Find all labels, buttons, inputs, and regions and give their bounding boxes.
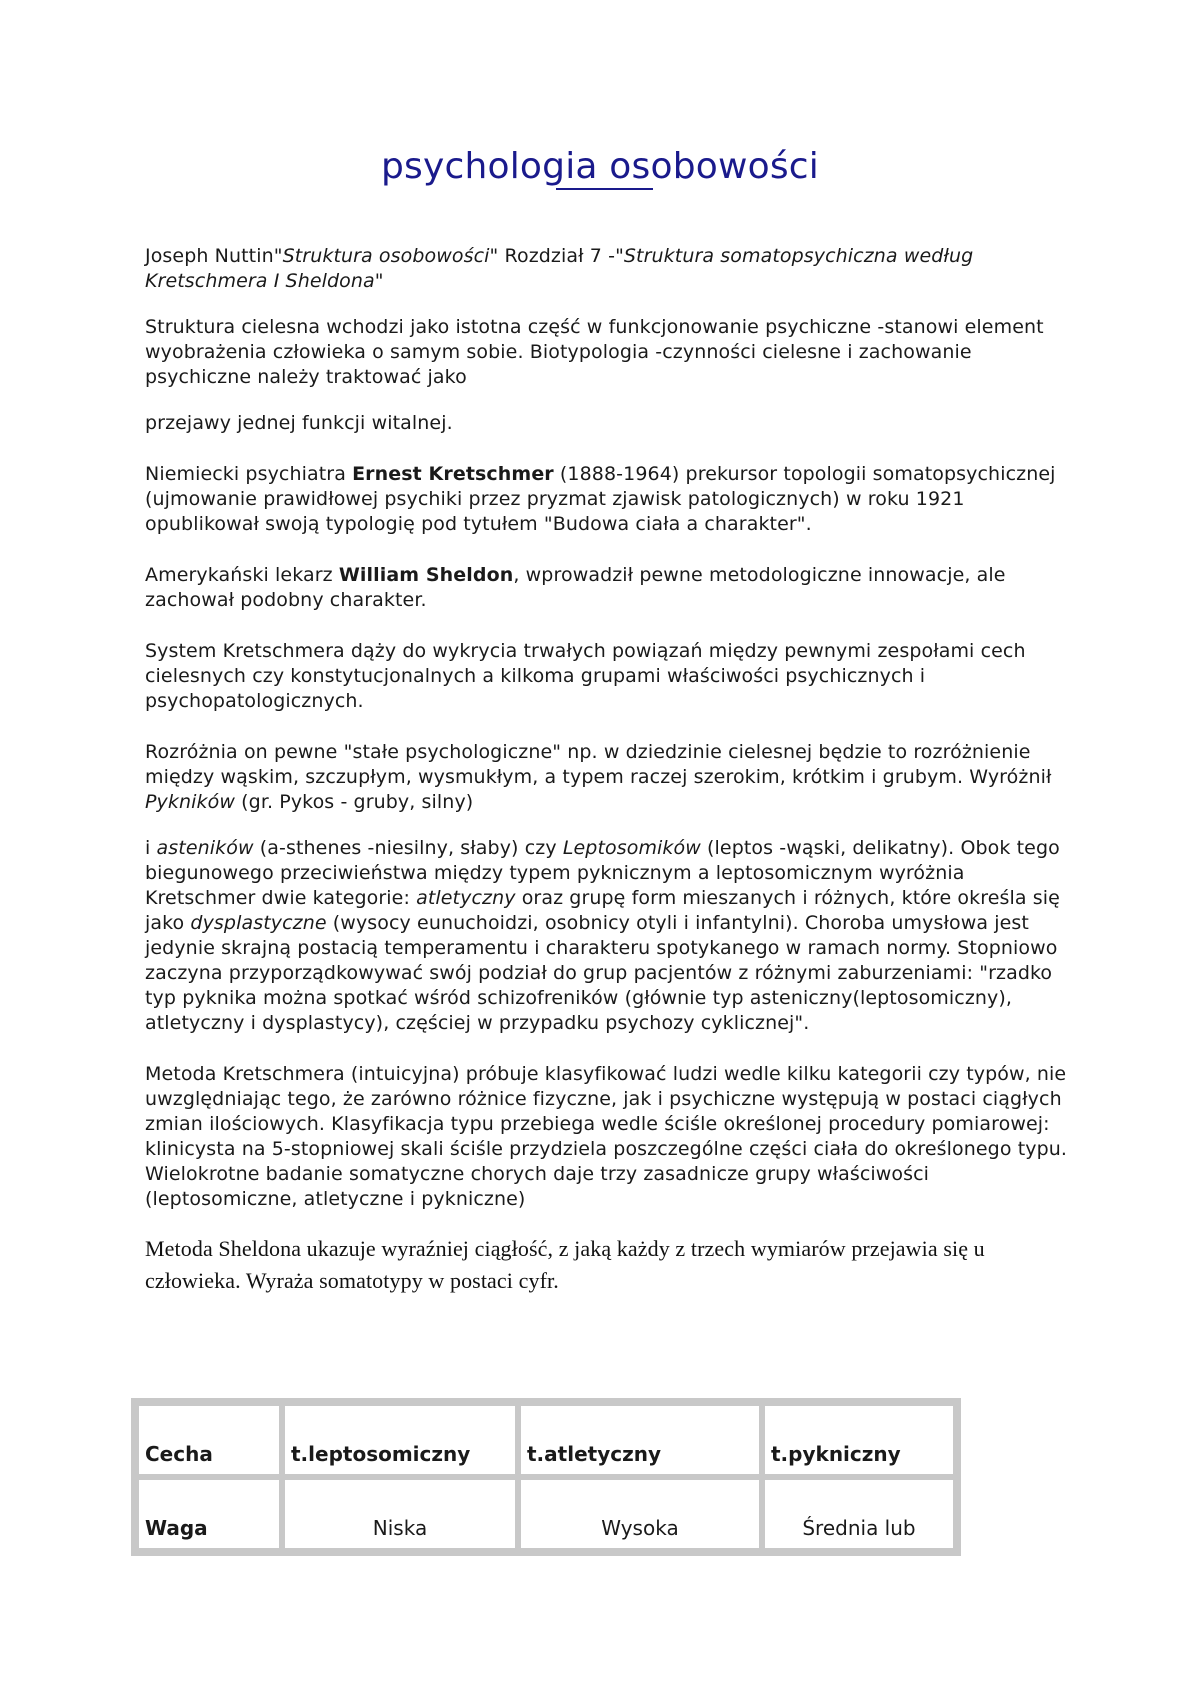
work-title: "Struktura osobowości" [273,245,499,267]
text-segment: i [145,837,157,859]
text-segment: (wysocy eunuchoidzi, osobnicy otyli i infantylni). Choroba umysłowa jest jedynie skrajną postacią temperamentu i charakteru spotykanego w ramach normy. Stopniowo zaczyna przyporządkowywać swój podział do grup pacjentów z różnymi zaburzeniami: "rzadko typ pyknika można spotkać wśród schizofreników (głównie typ asteniczny(leptosomiczny), atletyczny i dysplastycy), częściej w przypadku psychozy cyklicznej". [145,912,1058,1034]
name-kretschmer: Ernest Kretschmer [352,463,554,485]
table-cell: Wysoka [518,1477,762,1551]
paragraph-kretschmer-method: Metoda Kretschmera (intuicyjna) próbuje klasyfikować ludzi wedle kilku kategorii czy typów, nie uwzględniając tego, że zarówno różnice fizyczne, jak i psychiczne występują w postaci ciągłych zmian ilościowych. Klasyfikacja typu przebiega wedle ściśle określonej procedury pomiarowej: klinicysta na 5-stopniowej skali ściśle przydziela poszczególne części ciała do określonego typu. Wielokrotne badanie somatyczne chorych daje trzy zasadnicze grupy właściwości (leptosomiczne, atletyczne i pykniczne) [145,1063,1068,1210]
document-body [145,244,1075,1323]
text-segment: (leptos -wąski, delikatny). Obok tego biegunowego przeciwieństwa między typem pyknicznym a leptosomicznym wyróżnia Kretschmer dwie kategorie: [145,837,1060,909]
term-astenicy: asteników [156,837,254,859]
text-segment: oraz grupę form mieszanych i różnych, które określa się jako [145,887,1060,934]
table-cell: Niska [282,1477,518,1551]
paragraph-sheldon [145,563,1075,613]
paragraph-body-structure: Struktura cielesna wchodzi jako istotna część w funkcjonowanie psychiczne -stanowi element wyobrażenia człowieka o samym sobie. Biotypologia -czynności cielesne i zachowanie psychiczne należy traktować jako [145,316,1044,388]
table-row-label: Waga [136,1477,282,1551]
text-segment: Amerykański lekarz [145,564,339,586]
text-segment: (gr. Pykos - gruby, silny) [235,791,474,813]
name-sheldon: William Sheldon [338,564,514,586]
title-underline [556,188,653,190]
citation-paragraph [145,244,1075,294]
paragraph-kretschmer-system: System Kretschmera dąży do wykrycia trwałych powiązań między pewnymi zespołami cech cielesnych czy konstytucjonalnych a kilkoma grupami właściwości psychicznych i psychopatologicznych. [145,640,1026,712]
table-header-cell: Cecha [136,1403,282,1477]
term-pyknicy: Pykników [145,791,235,813]
table-header-cell: t.leptosomiczny [282,1403,518,1477]
term-atletyczny: atletyczny [416,887,516,909]
text-segment: (a-sthenes -niesilny, słaby) czy [253,837,563,859]
term-dysplastyczne: dysplastyczne [190,912,327,934]
text-segment: Rozróżnia on pewne "stałe psychologiczne" np. w dziedzinie cielesnej będzie to rozróżnienie między wąskim, szczupłym, wysmukłym, a typem raczej szerokim, krótkim i grubym. Wyróżnił [145,741,1052,788]
term-leptosomicy: Leptosomików [562,837,701,859]
paragraph-vital-function: przejawy jednej funkcji witalnej. [145,412,453,434]
table-row [136,1477,956,1551]
author-name: Joseph Nuttin [145,245,274,267]
text-segment: , wprowadził pewne metodologiczne innowacje, ale zachował podobny charakter. [145,564,1006,611]
page-title: psychologia osobowości [380,146,820,187]
table-header-cell: t.atletyczny [518,1403,762,1477]
paragraph-psychological-constants [145,740,1075,815]
text-segment: Niemiecki psychiatra [145,463,353,485]
somatotype-table [131,1398,961,1556]
chapter-label: Rozdział 7 - [498,245,616,267]
table-header-cell: t.pykniczny [762,1403,956,1477]
paragraph-sheldon-method: Metoda Sheldona ukazuje wyraźniej ciągłość, z jaką każdy z trzech wymiarów przejawia się u człowieka. Wyraża somatotypy w postaci cyfr. [145,1236,985,1293]
text-segment: (1888-1964) prekursor topologii somatopsychicznej (ujmowanie prawidłowej psychiki przez pryzmat zjawisk patologicznych) w roku 1921 opublikował swoją typologię pod tytułem "Budowa ciała a charakter". [145,463,1056,535]
paragraph-types [145,836,1075,1036]
paragraph-kretschmer [145,462,1075,537]
chapter-title: "Struktura somatopsychiczna według Kretschmera I Sheldona" [145,245,974,292]
table-header-row [136,1403,956,1477]
table-cell: Średnia lub [762,1477,956,1551]
